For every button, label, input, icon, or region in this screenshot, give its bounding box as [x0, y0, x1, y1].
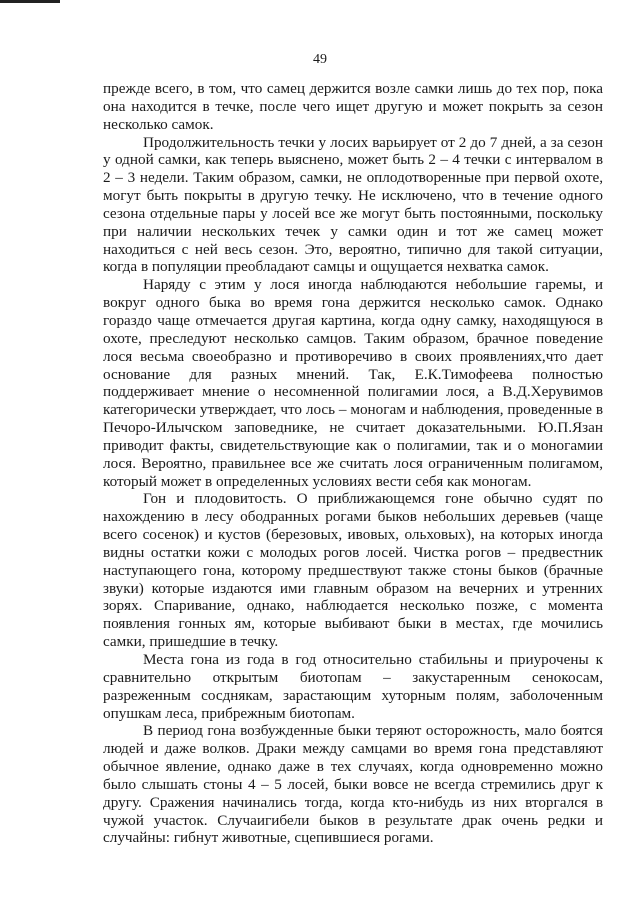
paragraph-rut-places: Места гона из года в год относительно стабильны и приурочены к сравнительно открытым биотопам – закустаренным сенокосам, разреженным сосднякам, зарастающим хуторным полям, заболоченным опушкам леса, прибрежным биотопам.: [103, 651, 603, 722]
paragraph-bull-fights: В период гона возбужденные быки теряют осторожность, мало боятся людей и даже волков. Драки между самцами во время гона представляют обычное явление, однако даже в тех случаях, когда одновременно можно было слышать стоны 4 – 5 лосей, быки вовсе не всегда стремились друг к другу. Сражения начинались тогда, когда кто-нибудь из них вторгался в чужой участок. Случаигибели быков в результате драк очень редки и случайны: гибнут животные, сцепившиеся рогами.: [103, 722, 603, 847]
paragraph-continuation: прежде всего, в том, что самец держится возле самки лишь до тех пор, пока она находится в течке, после чего ищет другую и может покрыть за сезон несколько самок.: [103, 80, 603, 133]
page-body: [103, 80, 603, 847]
page-number: 49: [313, 52, 327, 67]
paragraph-estrus-duration: Продолжительность течки у лосих варьирует от 2 до 7 дней, а за сезон у одной самки, как теперь выяснено, может быть 2 – 4 течки с интервалом в 2 – 3 недели. Таким образом, самки, не оплодотворенные при первой охоте, могут быть покрыты в другую течку. Не исключено, что в течение одного сезона отдельные пары у лосей все же могут быть постоянными, поскольку при наличии нескольких течек у самки один и тот же самец может находиться с ней весь сезон. Это, вероятно, типично для такой ситуации, когда в популяции преобладают самцы и ощущается нехватка самок.: [103, 133, 603, 276]
paragraph-harems: Наряду с этим у лося иногда наблюдаются небольшие гаремы, и вокруг одного быка во время гона держится несколько самок. Однако гораздо чаще отмечается другая картина, когда одну самку, находящуюся в охоте, преследуют несколько самцов. Таким образом, брачное поведение лося весьма своеобразно и противоречиво в своих проявлениях,что дает основание для разных мнений. Так, Е.К.Тимофеева полностью поддерживает мнение о несомненной полигамии лося, а В.Д.Херувимов категорически утверждает, что лось – моногам и наблюдения, проведенные в Печоро-Илычском заповеднике, не считает доказательными. Ю.П.Язан приводит факты, свидетельствующие как о полигамии, так и о моногамии лося. Вероятно, правильнее все же считать лося ограниченным полигамом, который может в определенных условиях вести себя как моногам.: [103, 276, 603, 490]
scan-edge-mark: [0, 0, 60, 3]
paragraph-rut-fertility: Гон и плодовитость. О приближающемся гоне обычно судят по нахождению в лесу ободранных рогами быков небольших деревьев (чаще всего сосенок) и кустов (березовых, ивовых, ольховых), на которых иногда видны остатки кожи с молодых рогов лосей. Чистка рогов – предвестник наступающего гона, которому предшествуют также стоны быков (брачные звуки) которые издаются ими главным образом на вечерних и утренних зорях. Спаривание, однако, наблюдается несколько позже, с момента появления гонных ям, которые выбивают быки в местах, где мочились самки, пришедшие в течку.: [103, 490, 603, 651]
